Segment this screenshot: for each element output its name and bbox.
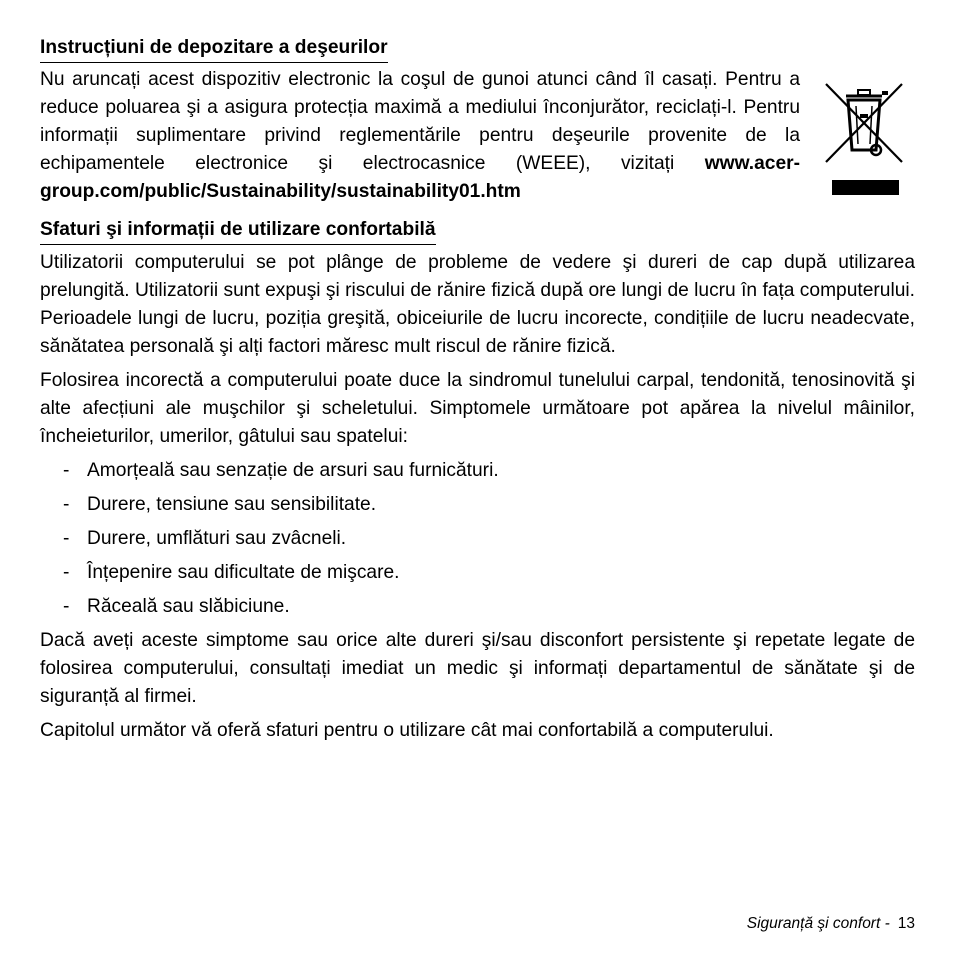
list-item-text: Durere, umflături sau zvâcneli. [87, 528, 347, 549]
list-item [40, 525, 915, 559]
page-footer [747, 914, 915, 934]
crossed-out-wheelie-bin-icon [824, 80, 904, 196]
paragraph-2: Folosirea incorectă a computerului poate duce la sindromul tunelului carpal, tendonită, tenosinovită şi alte afecțiuni ale muşchilor şi scheletului. Simptomele următoare pot apărea la nivelul mâinilor, încheieturilor, umerilor, gâtului sau spatelui: [40, 370, 915, 447]
disposal-paragraph [40, 66, 800, 206]
comfort-heading: Sfaturi şi informații de utilizare confortabilă [40, 216, 436, 245]
bullet-dash: - [63, 460, 70, 481]
list-item-text: Durere, tensiune sau sensibilitate. [87, 494, 377, 515]
list-item [40, 593, 915, 627]
bullet-dash: - [63, 528, 70, 549]
page-number: 13 [897, 915, 915, 932]
bullet-dash: - [63, 596, 70, 617]
disposal-text: Nu aruncați acest dispozitiv electronic la coşul de gunoi atunci când îl casați. Pentru a reduce poluarea şi a asigura protecția maximă a mediului înconjurător, reciclați-l. Pentru informații suplimentare privind reglementările pentru deşeurile provenite de la echipamentele electronice şi electrocasnice (WEEE), vizitați [40, 69, 800, 174]
paragraph-4: Capitolul următor vă oferă sfaturi pentru o utilizare cât mai confortabilă a computerului. [40, 720, 774, 741]
bullet-dash: - [63, 494, 70, 515]
sustainability-link[interactable]: www.acer-group.com/public/Sustainability/sustainability01.htm [40, 153, 800, 202]
list-item-text: Amorțeală sau senzație de arsuri sau furnicături. [87, 460, 499, 481]
list-item [40, 457, 915, 491]
paragraph-1: Utilizatorii computerului se pot plânge de probleme de vedere şi dureri de cap după utilizarea prelungită. Utilizatorii sunt expuşi şi riscului de rănire fizică după ore lungi de lucru în fața computerului. Perioadele lungi de lucru, poziția greşită, obiceiurile de lucru incorecte, condițiile de lucru neadecvate, sănătatea personală şi alți factori măresc mult riscul de rănire fizică. [40, 252, 915, 357]
paragraph-3: Dacă aveți aceste simptome sau orice alte dureri şi/sau disconfort persistente şi repetate legate de folosirea computerului, consultați imediat un medic şi informați departamentul de sănătate şi de siguranță al firmei. [40, 630, 915, 707]
bullet-dash: - [63, 562, 70, 583]
page-content [40, 34, 915, 745]
disposal-heading: Instrucțiuni de depozitare a deşeurilor [40, 34, 388, 63]
disposal-section [40, 34, 915, 206]
list-item-text: Înțepenire sau dificultate de mişcare. [87, 562, 400, 583]
footer-label: Siguranță şi confort - [746, 915, 890, 932]
list-item [40, 491, 915, 525]
list-item [40, 559, 915, 593]
list-item-text: Răceală sau slăbiciune. [87, 596, 290, 617]
symptom-list [40, 457, 915, 627]
